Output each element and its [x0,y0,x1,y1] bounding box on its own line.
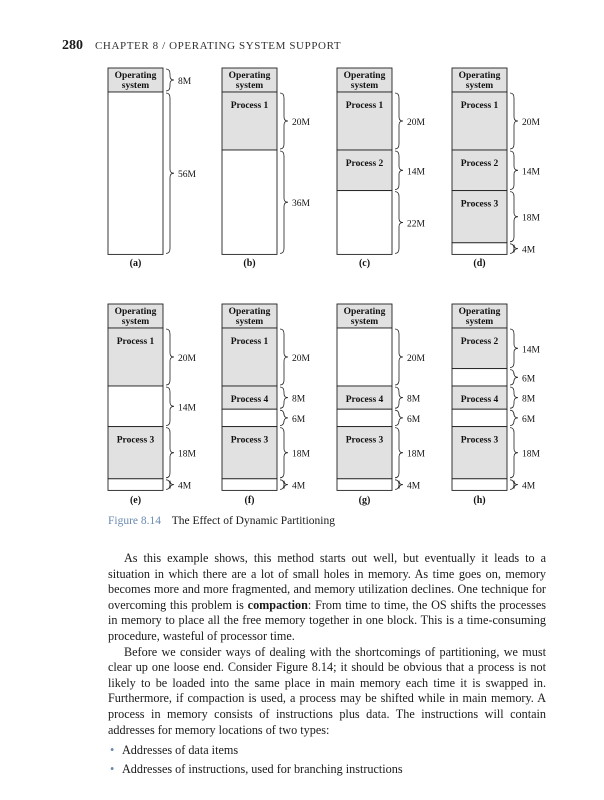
os-label: system [121,317,150,327]
os-label: Operating [114,307,157,317]
size-brace [510,151,518,190]
size-brace [395,151,403,190]
size-label: 56M [178,170,196,181]
free-block [222,409,277,426]
process-block [452,328,507,369]
process-label: Process 1 [460,101,499,111]
process-block [337,427,392,479]
memory-diagram-h [452,304,541,506]
diagram-label: (d) [473,258,486,269]
paragraph-1: As this example shows, this method starts out well, but eventually it leads to a situation in which there are a lot of small holes in memory. As time goes on, memory becomes more and more fragmented, and memory utilization declines. One technique for overcoming this problem is compaction: From time to time, the OS shifts the processes in memory to place all the free memory together in one block. This is a time-consuming procedure, wasteful of processor time. [108,551,546,643]
figure-number: Figure 8.14 [108,515,162,527]
process-block [108,427,163,479]
size-label: 4M [178,481,192,492]
size-brace [395,387,403,408]
os-label: Operating [343,71,386,81]
size-label: 20M [292,354,310,364]
free-block [222,479,277,491]
free-block [337,191,392,255]
size-label: 6M [522,374,536,385]
size-label: 18M [522,213,540,224]
size-brace [510,428,518,478]
os-label: Operating [114,71,157,81]
bullet-list [108,743,546,777]
size-label: 4M [522,245,536,256]
os-label: system [465,81,494,91]
list-item: • Addresses of instructions, used for branching instructions [108,762,546,778]
size-label: 18M [292,449,310,460]
size-label: 22M [407,219,425,230]
size-label: 8M [407,394,421,405]
process-label: Process 1 [345,101,384,111]
process-label: Process 1 [230,337,269,347]
size-brace [395,410,403,425]
size-brace [510,244,518,254]
chapter-title: CHAPTER 8 / OPERATING SYSTEM SUPPORT [95,40,342,52]
diagram-label: (g) [358,495,371,506]
diagram-label: (b) [243,258,256,269]
process-label: Process 3 [460,199,499,210]
os-label: system [235,81,264,91]
free-block [452,369,507,386]
figure-caption [108,515,335,527]
size-brace [395,192,403,254]
figure-caption-text: The Effect of Dynamic Partitioning [171,515,335,527]
size-brace [166,69,174,91]
memory-diagram-e [108,304,197,506]
size-brace [510,93,518,149]
free-block [337,479,392,491]
size-brace [510,192,518,242]
process-block [452,191,507,243]
free-block [222,150,277,254]
page-number: 280 [62,38,83,53]
size-label: 18M [522,449,540,460]
process-label: Process 3 [230,435,269,446]
process-block [337,150,392,191]
size-brace [166,387,174,426]
size-brace [395,329,403,385]
body-text [108,551,546,780]
size-label: 20M [292,118,310,128]
size-brace [166,93,174,253]
memory-diagram-a [108,68,197,269]
free-block [337,328,392,386]
term-compaction: compaction [247,597,308,612]
memory-diagram-f [222,304,311,506]
diagram-label: (c) [358,258,371,269]
process-block [222,427,277,479]
size-brace [510,410,518,425]
memory-diagram-c [337,68,426,269]
list-item: • Addresses of data items [108,743,546,759]
size-brace [395,428,403,478]
size-brace [280,387,288,408]
size-brace [166,428,174,478]
size-brace [280,329,288,385]
size-label: 6M [522,414,536,425]
free-block [108,386,163,427]
size-label: 18M [178,449,196,460]
memory-diagram-g [337,304,426,506]
memory-diagram-b [222,68,311,269]
size-brace [166,480,174,490]
size-label: 20M [522,118,540,128]
size-brace [280,480,288,490]
size-label: 14M [522,345,540,356]
process-label: Process 4 [345,395,384,405]
memory-diagram-d [452,68,541,269]
os-label: Operating [458,71,501,81]
size-brace [510,370,518,385]
os-label: system [235,317,264,327]
size-brace [510,480,518,490]
os-label: system [465,317,494,327]
free-block [452,409,507,426]
os-label: system [121,81,150,91]
free-block [452,479,507,491]
size-brace [166,329,174,385]
process-label: Process 2 [460,337,499,347]
size-label: 4M [407,481,421,492]
size-brace [395,480,403,490]
process-label: Process 3 [116,435,155,446]
diagram-label: (h) [473,495,486,506]
size-brace [510,329,518,368]
os-label: Operating [228,307,271,317]
size-label: 8M [522,394,536,405]
size-label: 20M [407,354,425,364]
size-label: 6M [292,414,306,425]
process-label: Process 4 [230,395,269,405]
size-label: 6M [407,414,421,425]
size-label: 8M [178,77,192,87]
size-brace [280,428,288,478]
diagram-label: (e) [129,495,142,506]
size-brace [280,93,288,149]
process-label: Process 3 [345,435,384,446]
size-label: 14M [407,167,425,178]
size-brace [510,387,518,408]
size-label: 14M [522,167,540,178]
os-label: Operating [458,307,501,317]
free-block [337,409,392,426]
size-brace [280,151,288,253]
os-label: Operating [228,71,271,81]
process-label: Process 1 [116,337,155,347]
process-label: Process 1 [230,101,269,111]
free-block [452,243,507,255]
process-label: Process 3 [460,435,499,446]
free-block [108,479,163,491]
os-label: Operating [343,307,386,317]
size-label: 18M [407,449,425,460]
size-label: 4M [292,481,306,492]
process-label: Process 4 [460,395,499,405]
process-block [452,427,507,479]
size-brace [395,93,403,149]
diagram-label: (f) [244,495,255,506]
free-block [108,92,163,254]
size-label: 20M [178,354,196,364]
paragraph-2: Before we consider ways of dealing with the shortcomings of partitioning, we must clear up one loose end. Consider Figure 8.14; it should be obvious that a process is not likely to be loaded into the same place in main memory each time it is swapped in. Furthermore, if compaction is used, a process may be shifted while in main memory. A process in memory consists of instructions plus data. The instructions will contain addresses for memory locations of two types: [108,644,546,737]
process-label: Process 2 [345,159,384,169]
size-brace [280,410,288,425]
size-label: 14M [178,403,196,414]
size-label: 8M [292,394,306,405]
process-label: Process 2 [460,159,499,169]
os-label: system [350,81,379,91]
size-label: 36M [292,199,310,210]
diagram-label: (a) [129,258,142,269]
size-label: 4M [522,481,536,492]
size-label: 20M [407,118,425,128]
os-label: system [350,317,379,327]
process-block [452,150,507,191]
